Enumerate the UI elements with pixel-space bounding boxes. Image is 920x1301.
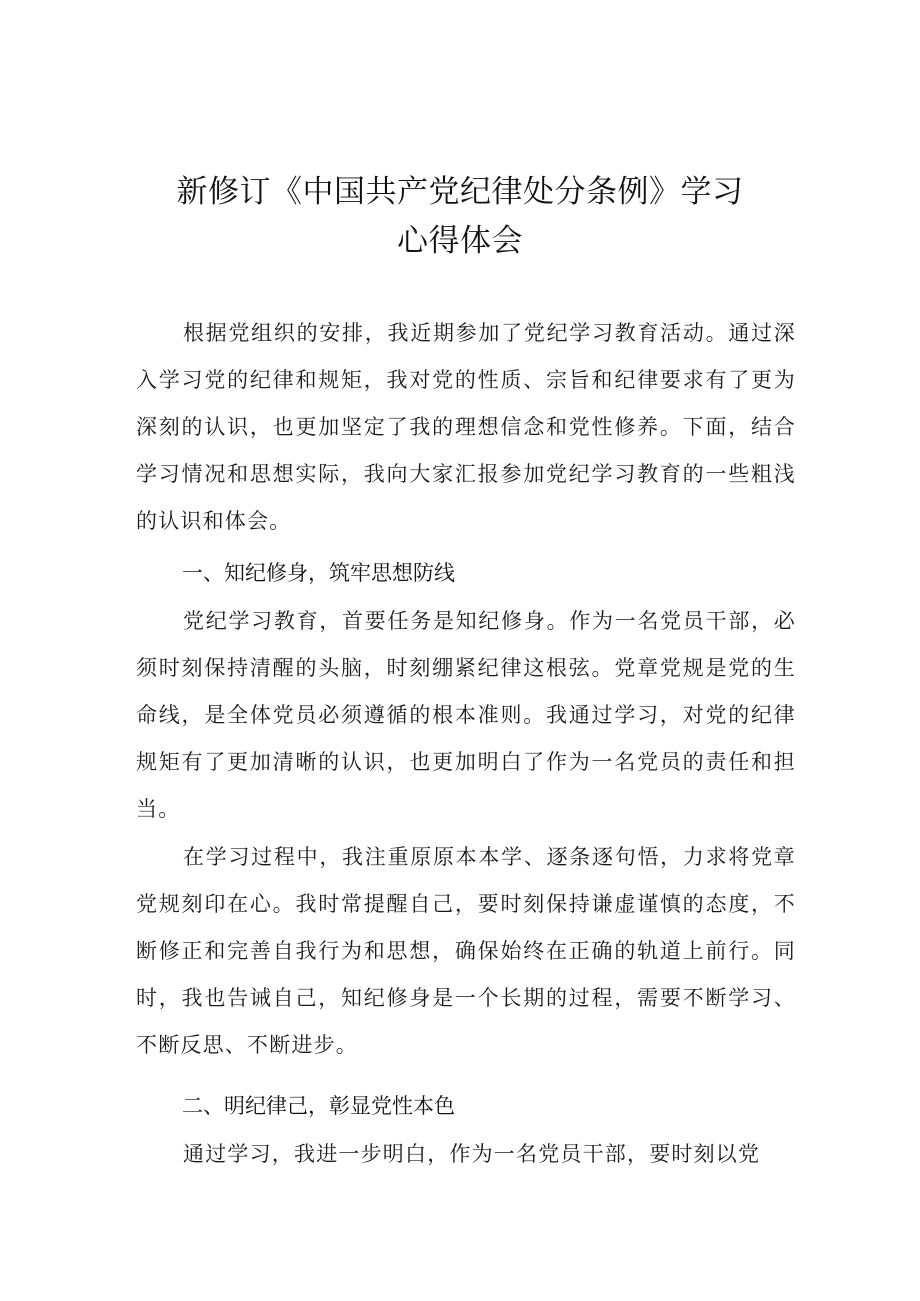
- section2-paragraph1: 通过学习，我进一步明白，作为一名党员干部，要时刻以党: [183, 1142, 761, 1166]
- document-title-line2: 心得体会: [397, 223, 523, 259]
- section1-heading: 一、知纪修身，筑牢思想防线: [182, 561, 455, 585]
- document-title-line1: 新修订《中国共产党纪律处分条例》学习: [176, 174, 744, 210]
- section2-heading: 二、明纪律己，彰显党性本色: [182, 1094, 455, 1118]
- intro-paragraph: 根据党组织的安排，我近期参加了党纪学习教育活动。通过深入学习党的纪律和规矩，我对党的性质、宗旨和纪律要求有了更为深刻的认识，也更加坚定了我的理想信念和党性修养。下面，结合学习情况和思想实际，我向大家汇报参加党纪学习教育的一些粗浅的认识和体会。: [136, 321, 796, 533]
- section1-paragraph1: 党纪学习教育，首要任务是知纪修身。作为一名党员干部，必须时刻保持清醒的头脑，时刻绷紧纪律这根弦。党章党规是党的生命线，是全体党员必须遵循的根本准则。我通过学习，对党的纪律规矩有了更加清晰的认识，也更加明白了作为一名党员的责任和担当。: [136, 609, 796, 821]
- section1-paragraph2: 在学习过程中，我注重原原本本学、逐条逐句悟，力求将党章党规刻印在心。我时常提醒自己，要时刻保持谦虚谨慎的态度，不断修正和完善自我行为和思想，确保始终在正确的轨道上前行。同时，我也告诫自己，知纪修身是一个长期的过程，需要不断学习、不断反思、不断进步。: [136, 845, 796, 1057]
